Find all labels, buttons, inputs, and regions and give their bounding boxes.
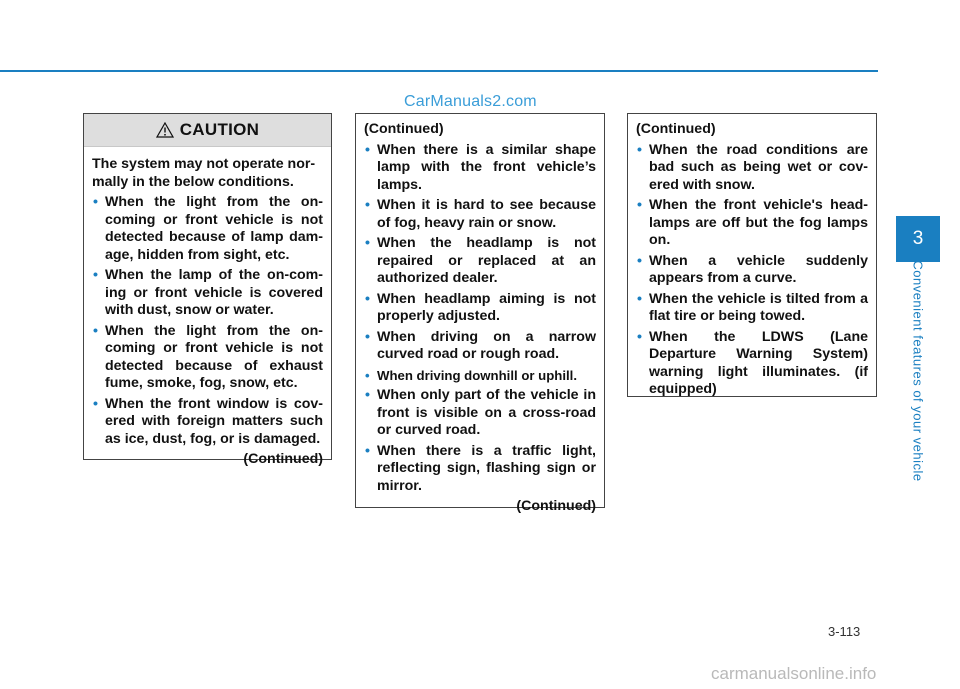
- list-item: • When a vehicle suddenly appears from a curve.: [636, 253, 868, 288]
- list-item: • When there is a similar shape lamp with the front vehicle’s lamps.: [364, 142, 596, 195]
- list-item: • When the light from the on-coming or front vehicle is not detected because of exhaust fume, smoke, fog, snow, etc.: [92, 323, 323, 393]
- caution-content: [84, 147, 331, 469]
- continued-heading: (Continued): [364, 121, 444, 137]
- list-item: • When the lamp of the on-com-ing or front vehicle is covered with dust, snow or water.: [92, 267, 323, 320]
- column2-content: [356, 114, 604, 516]
- list-item: • When only part of the vehicle in front is visible on a cross-road or curved road.: [364, 387, 596, 440]
- caution-box: [83, 113, 332, 467]
- column2-list: [364, 142, 596, 496]
- list-item: • When the vehicle is tilted from a flat tire or being towed.: [636, 291, 868, 326]
- continued-heading: (Continued): [636, 121, 716, 137]
- list-item: • When headlamp aiming is not properly adjusted.: [364, 291, 596, 326]
- top-rule: [0, 70, 878, 72]
- continued-box-3: [627, 113, 877, 397]
- watermark-bottom: carmanualsonline.info: [711, 664, 877, 683]
- column3-list: [636, 142, 868, 399]
- column3-content: [628, 114, 876, 399]
- continued-box-2: [355, 113, 605, 514]
- list-item: • When the LDWS (Lane Departure Warning System) warning light illuminates. (if equipped): [636, 329, 868, 399]
- continued-label: (Continued): [243, 451, 323, 467]
- chapter-tab: 3: [896, 216, 940, 262]
- chapter-title: Convenient features of your vehicle: [910, 260, 926, 482]
- caution-title: CAUTION: [179, 120, 260, 139]
- caution-list: [92, 194, 323, 448]
- page-number: 3-113: [828, 624, 861, 639]
- continued-label: (Continued): [516, 498, 596, 514]
- list-item: • When the light from the on-coming or front vehicle is not detected because of lamp dam-age, hidden from sight, etc.: [92, 194, 323, 264]
- list-item: • When there is a traffic light, reflecting sign, flashing sign or mirror.: [364, 443, 596, 496]
- list-item: • When driving on a narrow curved road or rough road.: [364, 329, 596, 364]
- watermark-top: CarManuals2.com: [404, 93, 537, 110]
- caution-intro: The system may not operate nor-mally in the below conditions.: [92, 156, 316, 190]
- list-item: • When it is hard to see because of fog, heavy rain or snow.: [364, 197, 596, 232]
- list-item: • When the road conditions are bad such as being wet or cov-ered with snow.: [636, 142, 868, 195]
- list-item: • When the front vehicle's head-lamps are off but the fog lamps on.: [636, 197, 868, 250]
- list-item: • When the front window is cov-ered with foreign matters such as ice, dust, fog, or is damaged.: [92, 396, 323, 449]
- list-item: • When the headlamp is not repaired or replaced at an authorized dealer.: [364, 235, 596, 288]
- caution-header: [84, 114, 331, 147]
- warning-triangle-icon: [156, 122, 174, 138]
- list-item: • When driving downhill or uphill.: [364, 367, 596, 385]
